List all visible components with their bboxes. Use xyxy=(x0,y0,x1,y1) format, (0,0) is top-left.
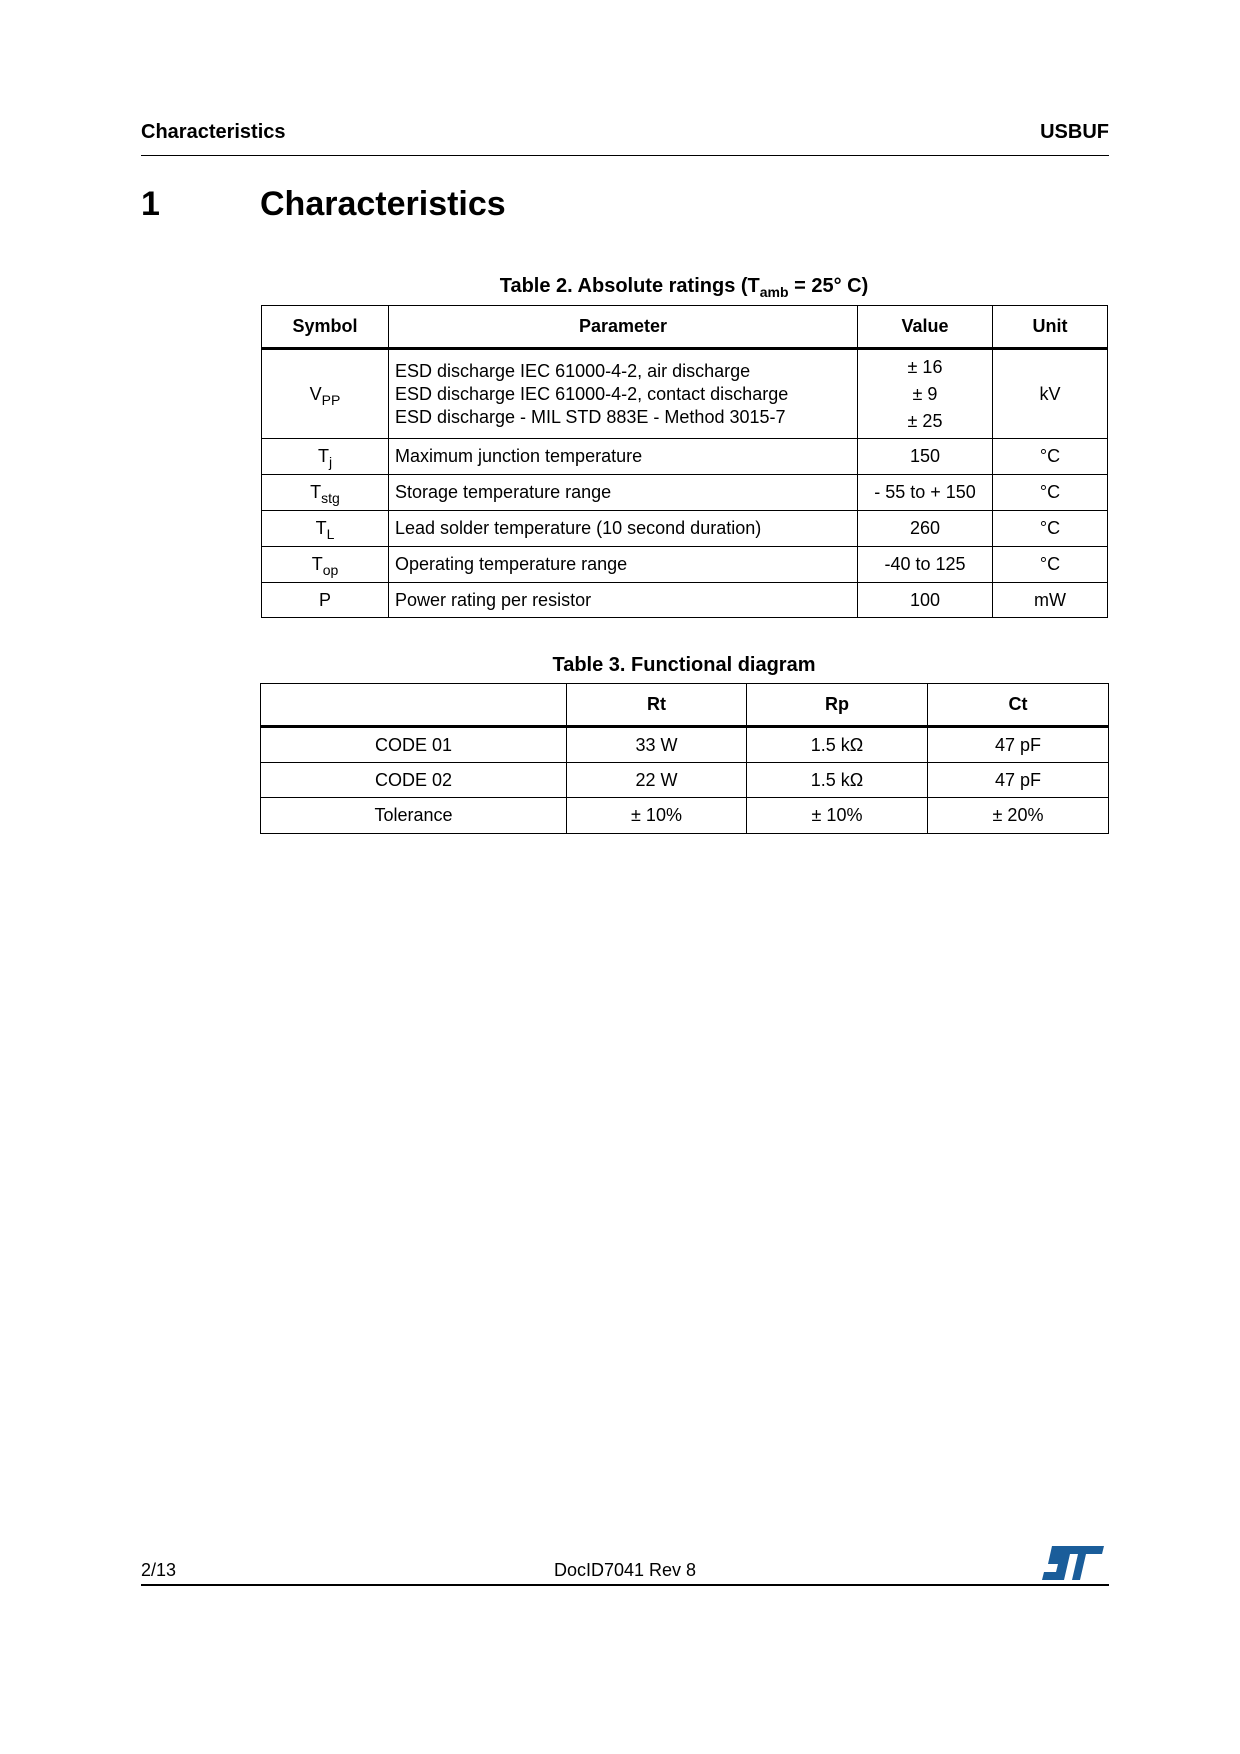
table-row xyxy=(262,439,1108,475)
ct-cell: 47 pF xyxy=(928,763,1109,798)
rt-cell: 33 W xyxy=(567,727,747,763)
unit-cell: mW xyxy=(993,583,1108,618)
symbol-cell: P xyxy=(262,583,389,618)
value-cell: - 55 to + 150 xyxy=(858,475,993,511)
parameter-cell: Maximum junction temperature xyxy=(389,439,858,475)
value-cell: -40 to 125 xyxy=(858,547,993,583)
section-title: Characteristics xyxy=(260,185,506,223)
rp-cell: 1.5 kΩ xyxy=(747,763,928,798)
symbol-cell: $V_{PP}$ xyxy=(262,349,389,439)
col-blank xyxy=(261,684,567,727)
table-row xyxy=(262,475,1108,511)
symbol-cell: $T_j$ xyxy=(262,439,389,475)
value-cell: 150 xyxy=(858,439,993,475)
unit-cell: °C xyxy=(993,475,1108,511)
doc-id: DocID7041 Rev 8 xyxy=(553,1560,697,1580)
st-logo-icon xyxy=(1042,1546,1104,1580)
table3-caption: Table 3. Functional diagram xyxy=(552,654,816,676)
unit-cell: °C xyxy=(993,439,1108,475)
section-number: 1 xyxy=(141,185,160,223)
functional-diagram-table xyxy=(260,683,1109,834)
unit-cell: kV xyxy=(993,349,1108,439)
col-parameter: Parameter xyxy=(389,306,858,349)
table-row xyxy=(262,547,1108,583)
running-header-left: Characteristics xyxy=(141,121,286,143)
col-unit: Unit xyxy=(993,306,1108,349)
table-row xyxy=(262,349,1108,439)
col-rp: Rp xyxy=(747,684,928,727)
rt-cell: ± 10% xyxy=(567,798,747,834)
table-row xyxy=(261,727,1109,763)
value-cell: 260 xyxy=(858,511,993,547)
running-header-right: USBUF xyxy=(1040,121,1109,143)
row-label: Tolerance xyxy=(261,798,567,834)
row-label: CODE 01 xyxy=(261,727,567,763)
col-ct: Ct xyxy=(928,684,1109,727)
col-symbol: Symbol xyxy=(262,306,389,349)
table2-caption: Table 2. Absolute ratings ($T_{amb} = 25^\circ$ C) xyxy=(499,275,869,300)
header-rule xyxy=(141,155,1109,156)
ct-cell: ± 20% xyxy=(928,798,1109,834)
footer-rule xyxy=(141,1584,1109,1586)
symbol-cell: $T_{op}$ xyxy=(262,547,389,583)
table-row xyxy=(261,763,1109,798)
parameter-cell: ESD discharge IEC 61000-4-2, air discharge ESD discharge IEC 61000-4-2, contact discharge ESD discharge - MIL STD 883E - Method 3015-7 xyxy=(389,349,858,439)
table-row xyxy=(261,798,1109,834)
parameter-cell: Power rating per resistor xyxy=(389,583,858,618)
parameter-cell: Lead solder temperature (10 second duration) xyxy=(389,511,858,547)
parameter-cell: Storage temperature range xyxy=(389,475,858,511)
symbol-cell: $T_L$ xyxy=(262,511,389,547)
absolute-ratings-table xyxy=(261,305,1108,618)
symbol-cell: $T_{stg}$ xyxy=(262,475,389,511)
table-header-row xyxy=(261,684,1109,727)
value-cell: ± 16 ± 9 ± 25 xyxy=(858,349,993,439)
col-rt: Rt xyxy=(567,684,747,727)
parameter-cell: Operating temperature range xyxy=(389,547,858,583)
rp-cell: ± 10% xyxy=(747,798,928,834)
unit-cell: °C xyxy=(993,511,1108,547)
rp-cell: 1.5 kΩ xyxy=(747,727,928,763)
table-header-row xyxy=(262,306,1108,349)
table-row xyxy=(262,583,1108,618)
col-value: Value xyxy=(858,306,993,349)
row-label: CODE 02 xyxy=(261,763,567,798)
rt-cell: 22 W xyxy=(567,763,747,798)
ct-cell: 47 pF xyxy=(928,727,1109,763)
page-number: 2/13 xyxy=(141,1560,177,1580)
value-cell: 100 xyxy=(858,583,993,618)
table-row xyxy=(262,511,1108,547)
unit-cell: °C xyxy=(993,547,1108,583)
